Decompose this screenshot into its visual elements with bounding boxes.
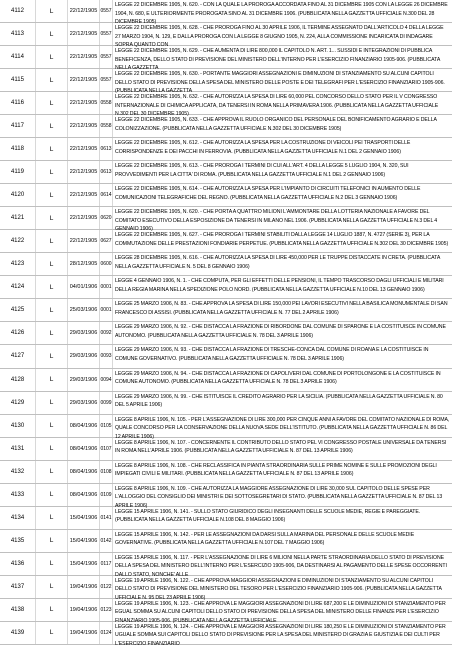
record-date: 22/12/1905	[68, 207, 100, 229]
record-code: 0614	[100, 184, 113, 206]
record-code: 0093	[100, 345, 113, 367]
record-description: LEGGE 22 DICEMBRE 1905, N. 628. - CHE PROROGA FINO AL 30 APRILE 1906, IL TERMINE ASSEGNATO DALL'ARTICOLO 4 DELLA LEGGE 27 MARZO 1904, N. 129, E DALLA PROROGA CON LA LEGGE 8 GIUGNO 1905, N. 224, ALLA COMMISSIONE INCARICATA DI INDAGARE SOPRA QUANTO CON	[115, 25, 444, 49]
record-description: LEGGE 19 APRILE 1906, N. 122. - CHE APPROVA MAGGIORI ASSEGNAZIONI E DIMINUZIONI DI STANZIAMENTO SU ALCUNI CAPITOLI DELLO STATO DI PREVISIONE DEL MINISTERO DEL TESORO PER L'ESERCIZIO FINANZIARIO 1905-906. (PUBBLICATA NELLA GAZZETTA UFFICIALE N. 95 DEL 23 APRILE 1906)	[115, 577, 442, 601]
record-type: L	[36, 138, 68, 160]
record-type: L	[36, 207, 68, 229]
record-number: 4114	[0, 46, 36, 68]
record-date: 22/12/1905	[68, 23, 100, 45]
record-type: L	[36, 484, 68, 506]
record-type: L	[36, 92, 68, 114]
record-description: LEGGE 8 APRILE 1906, N. 108. - CHE RECLASSIFICA IN PIANTA STRAORDINARIA SULLE PRIME NOMINE E SULLE PROMOZIONI DEGLI IMPIEGATI CIVILI E MILITARI. (PUBBLICATA NELLA GAZZETTA UFFICIALE N. 87 DEL 13 APRILE 1906)	[115, 462, 437, 478]
table-row	[0, 253, 452, 276]
table-row	[0, 322, 452, 345]
record-code: 0558	[100, 115, 113, 137]
record-type: L	[36, 576, 68, 598]
record-date: 22/12/1905	[68, 46, 100, 68]
record-date: 15/04/1906	[68, 553, 100, 575]
table-row	[0, 161, 452, 184]
record-date: 22/12/1905	[68, 184, 100, 206]
record-number: 4130	[0, 415, 36, 437]
table-row	[0, 438, 452, 461]
record-date: 22/12/1905	[68, 69, 100, 91]
record-number: 4116	[0, 92, 36, 114]
table-row	[0, 461, 452, 484]
record-type: L	[36, 23, 68, 45]
record-type: L	[36, 553, 68, 575]
record-type: L	[36, 161, 68, 183]
record-code: 0142	[100, 530, 113, 552]
record-type: L	[36, 438, 68, 460]
record-number: 4122	[0, 230, 36, 252]
record-number: 4135	[0, 530, 36, 552]
record-date: 28/12/1905	[68, 253, 100, 275]
record-number: 4131	[0, 438, 36, 460]
record-type: L	[36, 69, 68, 91]
record-type: L	[36, 392, 68, 414]
record-code: 0001	[100, 276, 113, 298]
record-description: LEGGE 22 DICEMBRE 1905, N. 614. - CHE AUTORIZZA LA SPESA PER L'IMPIANTO DI CIRCUITI TELEFONICI IN AUMENTO DELLE COMUNICAZIONI TELEGRAFICHE DEL REGNO. (PUBBLICATA NELLA GAZZETTA UFFICIALE N.2 DEL 3 GENNAIO 1906)	[115, 186, 421, 201]
record-number: 4136	[0, 553, 36, 575]
table-row	[0, 622, 452, 648]
table-row	[0, 207, 452, 233]
table-row	[0, 576, 452, 599]
record-number: 4123	[0, 253, 36, 275]
record-date: 08/04/1906	[68, 461, 100, 483]
record-type: L	[36, 530, 68, 552]
record-code: 0557	[100, 0, 113, 22]
record-code: 0117	[100, 553, 113, 575]
table-row	[0, 92, 452, 118]
table-row	[0, 115, 452, 138]
record-code: 0108	[100, 461, 113, 483]
record-code: 0600	[100, 253, 113, 275]
record-description: LEGGE 22 DICEMBRE 1905, N. 632. - CHE AUTORIZZA LA SPESA DI LIRE 60,000 PEL CONCORSO DELLO STATO PER IL V CONGRESSO INTERNAZIONALE DI CHIMICA APPLICATA, DA TENERSI IN ROMA NELLA PRIMAVERA 1906. (PUBBLICATA NELLA GAZZETTA UFFICIALE N.302 DEL 30 DICEMBRE 1905)	[115, 94, 439, 118]
record-description: LEGGE 8 APRILE 1906, N. 107. - CONCERNENTE IL CONTRIBUTO DELLO STATO PEL VI CONGRESSO POSTALE UNIVERSALE DA TENERSI IN ROMA NELL'APRILE 1906. (PUBBLICATA NELLA GAZZETTA UFFICIALE N. 87 DEL 13 APRILE 1906)	[115, 439, 447, 455]
record-description: LEGGE 15 APRILE 1906, N. 141. - SULLO STATO GIURIDICO DEGLI INSEGNANTI DELLE SCUOLE MEDIE, REGIE E PAREGGIATE. (PUBBLICATA NELLA GAZZETTA UFFICIALE N.108 DEL 8 MAGGIO 1906)	[115, 508, 421, 524]
record-type: L	[36, 0, 68, 22]
record-description: LEGGE 22 DICEMBRE 1905, N. 620. - CON LA QUALE LA PROROGA ACCORDATA FINO AL 31 DICEMBRE 1905 CON LA LEGGE 26 DICEMBRE 1904, N. 680, E ULTERIORMENTE PROROGATA SINO AL 31 DICEMBRE 1906. (PUBBLICATA NELLA GAZZETTA UFFICIALE N.300 DEL 28 DICEMBRE 1905)	[115, 2, 448, 26]
table-row	[0, 553, 452, 576]
record-number: 4138	[0, 599, 36, 621]
record-date: 19/04/1906	[68, 599, 100, 621]
record-type: L	[36, 622, 68, 644]
table-row	[0, 369, 452, 392]
record-number: 4137	[0, 576, 36, 598]
record-number: 4119	[0, 161, 36, 183]
record-code: 0124	[100, 622, 113, 644]
table-row	[0, 276, 452, 299]
table-row	[0, 299, 452, 322]
record-number: 4112	[0, 0, 36, 22]
record-date: 29/03/1906	[68, 369, 100, 391]
record-description: LEGGE 15 APRILE 1906, N. 142. - PER LE ASSEGNAZIONI DA DARSI SULLA MARINA DEL PERSONALE DELLE SCUOLE MEDIE GOVERNATIVE. (PUBBLICATA NELLA GAZZETTA UFFICIALE N.107 DEL 7 MAGGIO 1906)	[115, 531, 415, 547]
record-date: 22/12/1905	[68, 115, 100, 137]
record-description: LEGGE 29 MARZO 1906, N. 93. - CHE DISTACCA LA FRAZIONE DI TRESCHE-CONCA DAL COMUNE DI ROANA E LA COSTITUISCE IN COMUNE GOVERNATIVO. (PUBBLICATA NELLA GAZZETTA UFFICIALE N. 78 DEL 3 APRILE 1906)	[115, 347, 429, 363]
record-type: L	[36, 276, 68, 298]
record-code: 0123	[100, 599, 113, 621]
record-number: 4128	[0, 369, 36, 391]
record-type: L	[36, 345, 68, 367]
record-date: 22/12/1905	[68, 138, 100, 160]
record-date: 15/04/1906	[68, 507, 100, 529]
record-code: 0557	[100, 23, 113, 45]
record-code: 0122	[100, 576, 113, 598]
record-code: 0613	[100, 138, 113, 160]
record-code: 0557	[100, 69, 113, 91]
record-type: L	[36, 369, 68, 391]
record-number: 4129	[0, 392, 36, 414]
table-row	[0, 69, 452, 95]
record-code: 0107	[100, 438, 113, 460]
record-description: LEGGE 22 DICEMBRE 1905, N. 620. - CHE PORTA A QUATTRO MILIONI L'AMMONTARE DELLA LOTTERIA NAZIONALE A FAVORE DEL COMITATO ESECUTIVO DELLA ESPOSIZIONE DA TENERSI IN MILANO NEL 1906. (PUBBLICATA NELLA GAZZETTA UFFICIALE N.3 DEL 4 GENNAIO 1906)	[115, 209, 438, 233]
record-code: 0105	[100, 415, 113, 437]
record-type: L	[36, 253, 68, 275]
record-date: 22/12/1905	[68, 92, 100, 114]
record-code: 0141	[100, 507, 113, 529]
record-code: 0613	[100, 161, 113, 183]
record-date: 19/04/1906	[68, 622, 100, 644]
record-code: 0001	[100, 299, 113, 321]
record-description: LEGGE 19 APRILE 1906, N. 124. - CHE APPROVA LE MAGGIORI ASSEGNAZIONI DI LIRE 180,250 E LE DIMINUZIONI DI STANZIAMENTO PER UGUALE SOMMA SUI CAPITOLI DELLO STATO DI PREVISIONE PER LA SPESA DEL MINISTERO DI GRAZIA E GIUSTIZIA E DEI CULTI PER L'ESERCIZIO FINANZIARIO	[115, 623, 446, 648]
table-row	[0, 484, 452, 507]
record-number: 4115	[0, 69, 36, 91]
record-description: LEGGE 29 MARZO 1906, N. 94. - CHE DISTACCA LA FRAZIONE DI CAPOLIVERI DAL COMUNE DI PORTOLONGONE E LA COSTITUISCE IN COMUNE AUTONOMO. (PUBBLICATA NELLA GAZZETTA UFFICIALE N. 78 DEL 3 APRILE 1906)	[115, 370, 441, 386]
record-number: 4133	[0, 484, 36, 506]
record-number: 4118	[0, 138, 36, 160]
record-number: 4125	[0, 299, 36, 321]
record-type: L	[36, 299, 68, 321]
record-date: 29/03/1906	[68, 322, 100, 344]
table-row	[0, 138, 452, 161]
record-number: 4121	[0, 207, 36, 229]
record-description: LEGGE 8 APRILE 1906, N. 109. - CHE AUTORIZZA LA MAGGIORE ASSEGNAZIONE DI LIRE 30,000 SUL CAPITOLO DELLE SPESE PER L'ALLOGGIO DEL CONSIGLIO DEI MINISTRI E DEI SOTTOSEGRETARI DI STATO. (PUBBLICATA NELLA GAZZETTA UFFICIALE N. 87 DEL 13 APRILE 1906)	[115, 485, 443, 509]
record-date: 04/01/1906	[68, 276, 100, 298]
record-date: 22/12/1905	[68, 230, 100, 252]
record-date: 15/04/1906	[68, 530, 100, 552]
record-code: 0627	[100, 230, 113, 252]
record-number: 4127	[0, 345, 36, 367]
record-date: 08/04/1906	[68, 438, 100, 460]
record-code: 0099	[100, 392, 113, 414]
record-number: 4132	[0, 461, 36, 483]
record-description: LEGGE 29 MARZO 1906, N. 92. - CHE DISTACCA LA FRAZIONE DI RIBORDONE DAL COMUNE DI SPARONE E LA COSTITUISCE IN COMUNE AUTONOMO. (PUBBLICATA NELLA GAZZETTA UFFICIALE N. 78 DEL 3 APRILE 1906)	[115, 324, 446, 340]
record-type: L	[36, 46, 68, 68]
record-description: LEGGE 19 APRILE 1906, N. 123. - CHE APPROVA LE MAGGIORI ASSEGNAZIONI DI LIRE 687,200 E LE DIMINUZIONI DI STANZIAMENTO PER EGUAL SOMMA SU ALCUNI CAPITOLI DELLO STATO DI PREVISIONE DELLA SPESA DEL MINISTERO DELLE FINANZE PER L'ESERCIZIO FINANZIARIO 1905-906. (PUBBLICATA NELLA GAZZETTA UFFICIALE	[115, 600, 446, 624]
record-type: L	[36, 461, 68, 483]
table-row	[0, 0, 452, 26]
record-description: LEGGE 8 APRILE 1906, N. 105. - PER L'ASSEGNAZIONE DI LIRE 300,000 PER CINQUE ANNI A FAVORE DEL COMITATO NAZIONALE DI ROMA, QUALE CONCORSO PER LA CONSERVAZIONE DELLA NUOVA SEDE DELL'ISTITUTO. (PUBBLICATA NELLA GAZZETTA UFFICIALE N. 86 DEL 12 APRILE 1906)	[115, 416, 450, 440]
record-description: LEGGE 22 DICEMBRE 1905, N. 630. - PORTANTE MAGGIORI ASSEGNAZIONI E DIMINUZIONI DI STANZIAMENTO SU ALCUNI CAPITOLI DELLO STATO DI PREVISIONE DELLA SPESA DEL MINISTERO DELLE POSTE E DEI TELEGRAFI PER L'ESERCIZIO FINANZIARIO 1905-906. (PUBBLICATA NELLA GAZZETTA	[115, 71, 445, 95]
table-row	[0, 599, 452, 622]
record-description: LEGGE 22 DICEMBRE 1905, N. 629. - CHE AUMENTA DI LIRE 800,000 IL CAPITOLO N. ART. 1... SUSSIDI E INTEGRAZIONI DI PUBBLICA BENEFICENZA, DELLO STATO DI PREVISIONE DEL MINISTERO DELL'INTERNO PER L'ESERCIZIO FINANZIARIO 1905-906. (PUBBLICATA NELLA GAZZETTA	[115, 48, 440, 72]
record-code: 0620	[100, 207, 113, 229]
record-number: 4139	[0, 622, 36, 644]
record-type: L	[36, 115, 68, 137]
record-description: LEGGE 22 DICEMBRE 1905, N. 627. - CHE PROROGA I TERMINI STABILITI DALLA LEGGE 14 LUGLIO 1887, N. 4727 (SERIE 3), PER LA COMMUTAZIONE DELLE PRESTAZIONI FONDIARIE PERPETUE. (PUBBLICATA NELLA GAZZETTA UFFICIALE N.302 DEL 30 DICEMBRE 1905)	[115, 232, 449, 247]
record-type: L	[36, 415, 68, 437]
record-number: 4120	[0, 184, 36, 206]
record-description: LEGGE 22 DICEMBRE 1905, N. 612. - CHE AUTORIZZA LA SPESA PER LA COSTRUZIONE DI VEICOLI PEI TRASPORTI DELLE CORRISPONDENZE E DEI PACCHI IN FERROVIA. (PUBBLICATA NELLA GAZZETTA UFFICIALE N.1 DEL 2 GENNAIO 1906)	[115, 140, 411, 155]
record-date: 08/04/1906	[68, 484, 100, 506]
record-description: LEGGE 22 DICEMBRE 1905, N. 613. - CHE PROROGA I TERMINI DI CUI ALL'ART. 4 DELLA LEGGE 5 LUGLIO 1904, N. 320, SUI PROVVEDIMENTI PER LA CITTA' DI ROMA. (PUBBLICATA NELLA GAZZETTA UFFICIALE N.1 DEL 2 GENNAIO 1906)	[115, 163, 409, 178]
record-code: 0558	[100, 92, 113, 114]
record-description: LEGGE 22 DICEMBRE 1905, N. 633. - CHE APPROVA IL RUOLO ORGANICO DEL PERSONALE DEL BONIFICAMENTO AGRARIO E DELLA COLONIZZAZIONE. (PUBBLICATA NELLA GAZZETTA UFFICIALE N.302 DEL 30 DICEMBRE 1905)	[115, 117, 437, 132]
table-row	[0, 23, 452, 49]
record-description: LEGGE 4 GENNAIO 1906, N. 1. - CHE COMPUTA, PER GLI EFFETTI DELLE PENSIONI, IL TEMPO TRASCORSO DAGLI UFFICIALI E MILITARI DELLA REGIA MARINA NELLA SPEDIZIONE POLO NORD. (PUBBLICATA NELLA GAZZETTA UFFICIALE N.10 DEL 13 GENNAIO 1906)	[115, 278, 444, 293]
table-row	[0, 46, 452, 72]
record-description: LEGGE 15 APRILE 1906, N. 117. - PER L'ASSEGNAZIONE DI LIRE 6 MILIONI NELLA PARTE STRAORDINARIA DELLO STATO DI PREVISIONE DELLA SPESA DEL MINISTERO DELL'INTERNO PER L'ESERCIZIO 1905-906, DA DESTINARSI AL PAGAMENTO DELLE SPESE OCCORRENTI DALLO STATO, NONCHE' ALLE	[115, 554, 447, 578]
record-description: LEGGE 25 MARZO 1906, N. 83. - CHE APPROVA LA SPESA DI LIRE 150,000 PEI LAVORI ESECUTIVI NELLA BASILICA MONUMENTALE DI SAN FRANCESCO DI ASSISI. (PUBBLICATA NELLA GAZZETTA UFFICIALE N. 77 DEL 2 APRILE 1906)	[115, 301, 448, 316]
table-row	[0, 530, 452, 553]
record-type: L	[36, 599, 68, 621]
record-date: 19/04/1906	[68, 576, 100, 598]
record-description: LEGGE 29 MARZO 1906, N. 99. - CHE ISTITUISCE IL CREDITO AGRARIO PER LA SICILIA. (PUBBLICATA NELLA GAZZETTA UFFICIALE N. 80 DEL 5 APRILE 1906)	[115, 393, 443, 409]
record-number: 4113	[0, 23, 36, 45]
record-date: 29/03/1906	[68, 392, 100, 414]
record-number: 4134	[0, 507, 36, 529]
record-number: 4124	[0, 276, 36, 298]
record-number: 4126	[0, 322, 36, 344]
record-code: 0557	[100, 46, 113, 68]
table-row	[0, 184, 452, 207]
record-date: 22/12/1905	[68, 0, 100, 22]
table-row	[0, 345, 452, 368]
record-number: 4117	[0, 115, 36, 137]
record-date: 08/04/1906	[68, 415, 100, 437]
record-description: LEGGE 28 DICEMBRE 1905, N. 616. - CHE AUTORIZZA LA SPESA DI LIRE 450,000 PER LE TRUPPE DISTACCATE IN CRETA. (PUBBLICATA NELLA GAZZETTA UFFICIALE N. 5 DEL 8 GENNAIO 1906)	[115, 255, 440, 270]
record-type: L	[36, 230, 68, 252]
table-row	[0, 392, 452, 415]
record-date: 22/12/1905	[68, 161, 100, 183]
table-row	[0, 507, 452, 530]
record-type: L	[36, 322, 68, 344]
record-code: 0092	[100, 322, 113, 344]
record-type: L	[36, 507, 68, 529]
table-row	[0, 415, 452, 438]
record-code: 0109	[100, 484, 113, 506]
record-date: 29/03/1906	[68, 345, 100, 367]
table-row	[0, 230, 452, 253]
record-type: L	[36, 184, 68, 206]
record-code: 0094	[100, 369, 113, 391]
record-date: 25/03/1906	[68, 299, 100, 321]
